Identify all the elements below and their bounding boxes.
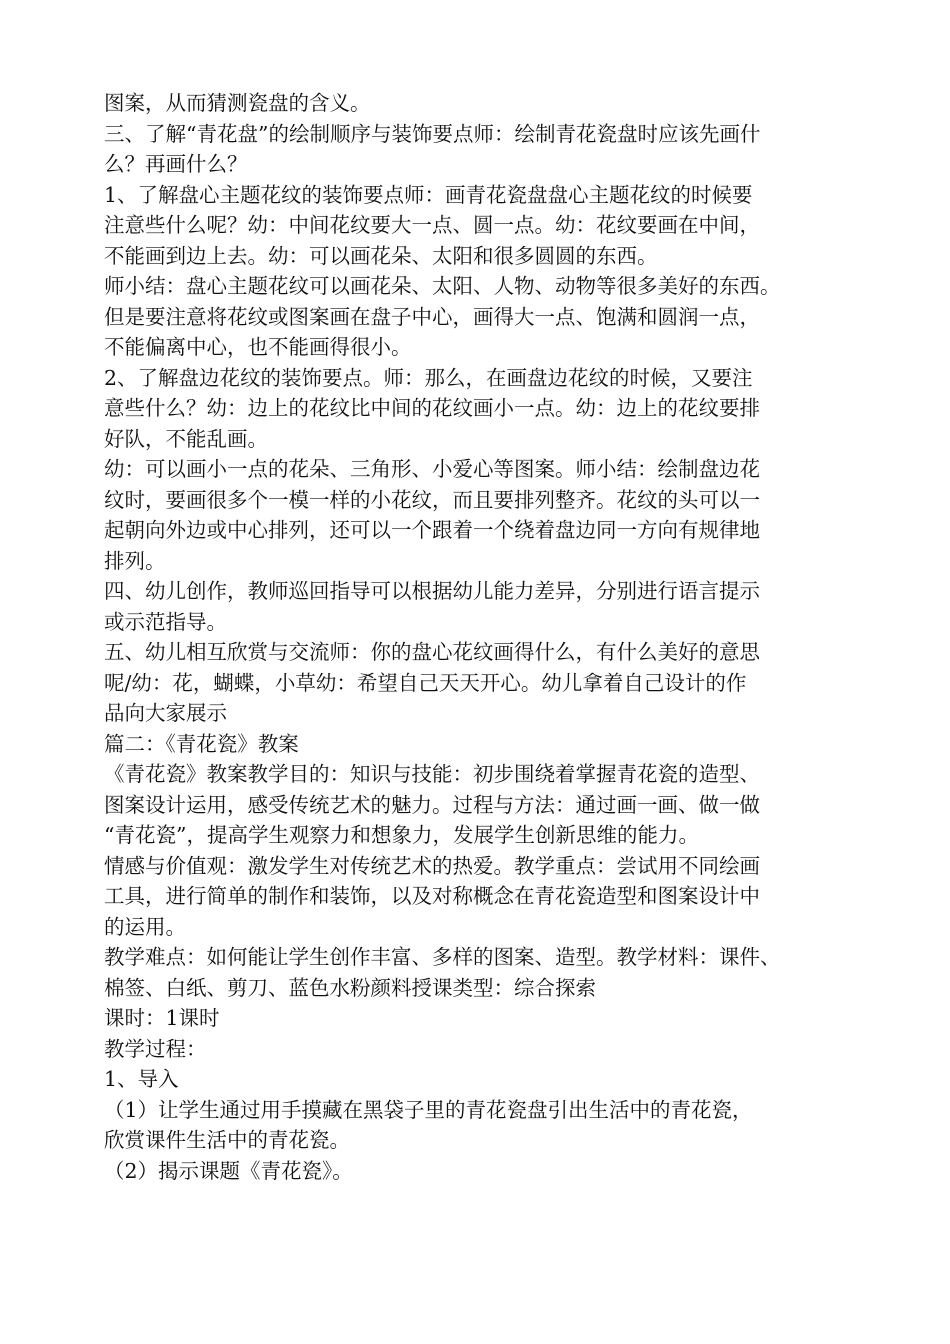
text-line: 注意些什么呢？幼：中间花纹要大一点、圆一点。幼：花纹要画在中间， xyxy=(104,213,760,237)
text-line: 欣赏课件生活中的青花瓷。 xyxy=(104,1128,350,1152)
text-line: 纹时，要画很多个一模一样的小花纹，而且要排列整齐。花纹的头可以一 xyxy=(104,487,760,512)
text-line: 教学难点：如何能让学生创作丰富、多样的图案、造型。教学材料：课件、 xyxy=(104,945,781,969)
text-line: 幼：可以画小一点的花朵、三角形、小爱心等图案。师小结：绘制盘边花 xyxy=(104,457,760,481)
text-line: 课时：1课时 xyxy=(104,1006,220,1030)
text-line: 好队，不能乱画。 xyxy=(104,426,268,451)
text-line: 不能偏离中心，也不能画得很小。 xyxy=(104,335,412,359)
text-line: 棉签、白纸、剪刀、蓝色水粉颜料授课类型：综合探索 xyxy=(104,975,596,1000)
text-line: 但是要注意将花纹或图案画在盘子中心，画得大一点、饱满和圆润一点， xyxy=(104,304,760,329)
text-line: 图案设计运用，感受传统艺术的魅力。过程与方法：通过画一画、做一做 xyxy=(104,792,760,817)
text-line: 工具，进行简单的制作和装饰，以及对称概念在青花瓷造型和图案设计中 xyxy=(104,884,760,908)
text-line: 的运用。 xyxy=(104,914,186,939)
text-line: 三、了解“青花盘”的绘制顺序与装饰要点师：绘制青花瓷盘时应该先画什 xyxy=(104,121,761,146)
text-line: 2、了解盘边花纹的装饰要点。师：那么，在画盘边花纹的时候，又要注 xyxy=(104,365,753,390)
text-line: 图案，从而猜测瓷盘的含义。 xyxy=(104,91,371,115)
document-body xyxy=(104,88,884,1186)
text-line: 师小结：盘心主题花纹可以画花朵、太阳、人物、动物等很多美好的东西。 xyxy=(104,274,781,298)
text-line: “青花瓷”，提高学生观察力和想象力，发展学生创新思维的能力。 xyxy=(104,823,699,847)
section-heading: 篇二：《青花瓷》教案 xyxy=(104,731,299,756)
text-line: 1、导入 xyxy=(104,1067,179,1091)
text-line: （2）揭示课题《青花瓷》。 xyxy=(104,1158,353,1183)
text-line: 四、幼儿创作，教师巡回指导可以根据幼儿能力差异，分别进行语言提示 xyxy=(104,579,760,603)
text-line: 意些什么？幼：边上的花纹比中间的花纹画小一点。幼：边上的花纹要排 xyxy=(104,396,760,420)
text-line: 不能画到边上去。幼：可以画花朵、太阳和很多圆圆的东西。 xyxy=(104,243,658,268)
text-line: 1、了解盘心主题花纹的装饰要点师：画青花瓷盘盘心主题花纹的时候要 xyxy=(104,182,753,207)
text-line: 或示范指导。 xyxy=(104,609,227,634)
text-line: 品向大家展示 xyxy=(104,701,227,725)
text-line: 起朝向外边或中心排列，还可以一个跟着一个绕着盘边同一方向有规律地 xyxy=(104,518,760,542)
text-line: 五、幼儿相互欣赏与交流师：你的盘心花纹画得什么，有什么美好的意思 xyxy=(104,640,760,664)
text-line: 《青花瓷》教案教学目的：知识与技能：初步围绕着掌握青花瓷的造型、 xyxy=(104,762,760,786)
text-line: 情感与价值观：激发学生对传统艺术的热爱。教学重点：尝试用不同绘画 xyxy=(104,853,760,878)
text-line: 呢/幼：花，蝴蝶，小草幼：希望自己天天开心。幼儿拿着自己设计的作 xyxy=(104,670,747,695)
text-line: 教学过程： xyxy=(104,1036,207,1061)
text-line: 排列。 xyxy=(104,548,166,573)
text-line: （1）让学生通过用手摸藏在黑袋子里的青花瓷盘引出生活中的青花瓷， xyxy=(104,1097,753,1122)
text-line: 么？再画什么？ xyxy=(104,152,248,176)
